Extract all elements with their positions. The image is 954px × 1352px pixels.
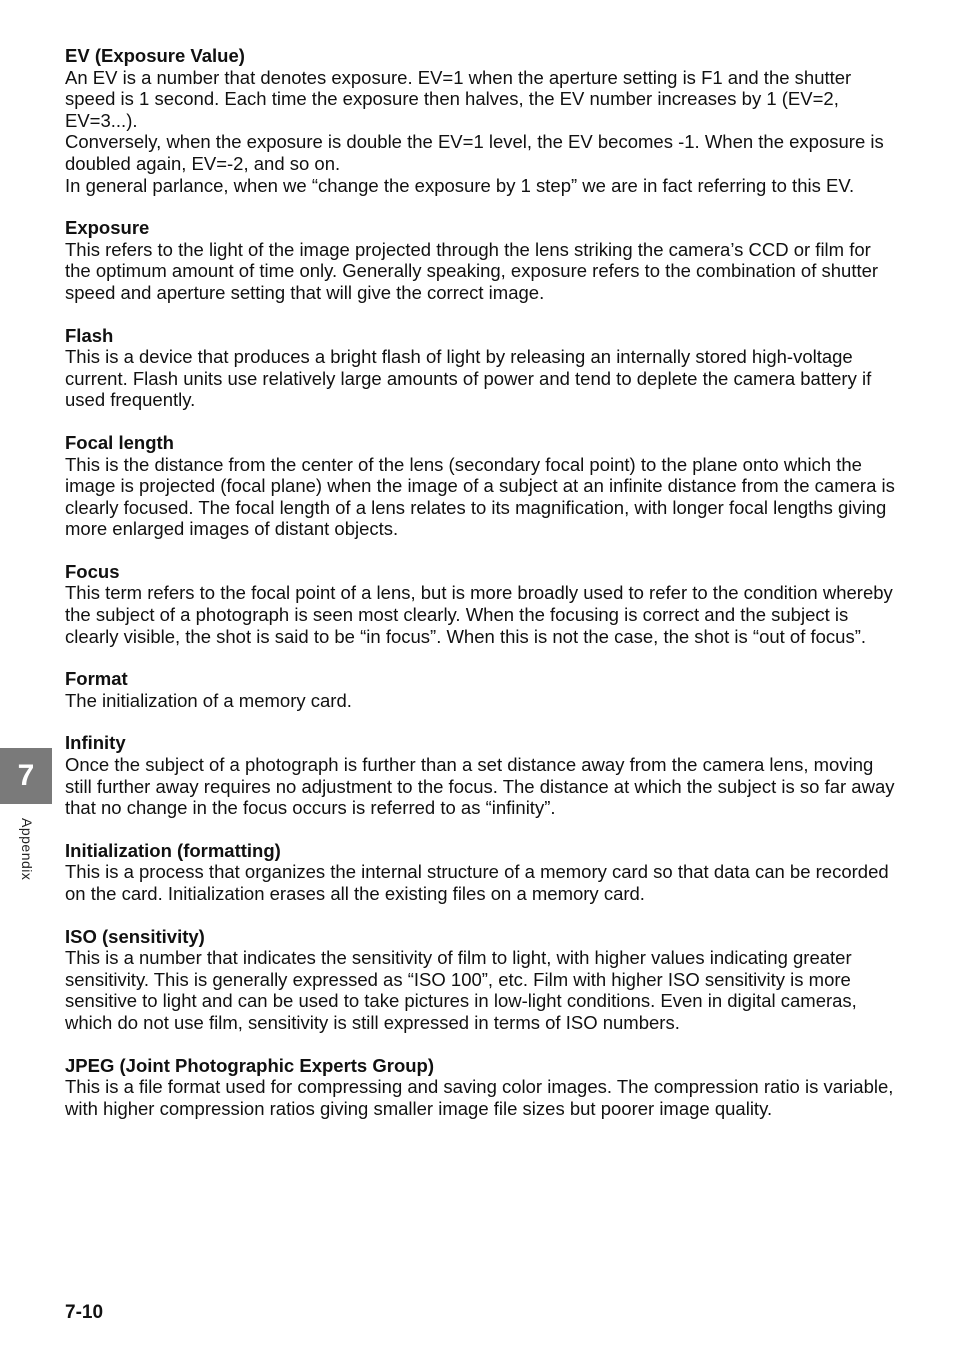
chapter-label: Appendix <box>19 818 35 881</box>
glossary-definition: This refers to the light of the image projected through the lens striking the camera’s CCD or film for the optimum amount of time only. Generally speaking, exposure refers to the combination of shutter speed and aperture setting that will give the correct image. <box>65 238 879 303</box>
glossary-content <box>65 45 895 1140</box>
glossary-term: ISO (sensitivity) <box>65 925 205 947</box>
glossary-entry <box>65 561 895 647</box>
glossary-definition: This is a device that produces a bright flash of light by releasing an internally stored high-voltage current. Flash units use relatively large amounts of power and tend to deplete the camera battery if used frequently. <box>65 346 872 411</box>
glossary-term: Format <box>65 668 128 690</box>
glossary-definition: This term refers to the focal point of a lens, but is more broadly used to refer to the condition whereby the subject of a photograph is seen most clearly. When the focusing is correct and the subject is clearly visible, the shot is said to be “in focus”. When this is not the case, the shot is “out of focus”. <box>65 582 893 647</box>
glossary-term: Focal length <box>65 431 174 453</box>
glossary-term: Initialization (formatting) <box>65 839 281 861</box>
glossary-entry <box>65 45 895 196</box>
glossary-definition: The initialization of a memory card. <box>65 689 352 711</box>
glossary-entry <box>65 732 895 818</box>
glossary-term: Flash <box>65 324 114 346</box>
glossary-definition: An EV is a number that denotes exposure. EV=1 when the aperture setting is F1 and the shutter speed is 1 second. Each time the exposure then halves, the EV number increases by 1 (EV=2, EV=3...). <box>65 66 852 131</box>
glossary-definition: Conversely, when the exposure is double the EV=1 level, the EV becomes -1. When the exposure is doubled again, EV=-2, and so on. <box>65 131 884 174</box>
glossary-entry <box>65 668 895 711</box>
glossary-term: JPEG (Joint Photographic Experts Group) <box>65 1054 435 1076</box>
glossary-definition: This is a process that organizes the internal structure of a memory card so that data can be recorded on the card. Initialization erases all the existing files on a memory card. <box>65 861 889 904</box>
glossary-definition: This is a file format used for compressing and saving color images. The compression ratio is variable, with higher compression ratios giving smaller image file sizes but poorer image quality. <box>65 1076 894 1119</box>
glossary-entry <box>65 217 895 303</box>
glossary-entry <box>65 432 895 540</box>
chapter-number-tab: 7 <box>0 748 52 804</box>
glossary-entry <box>65 840 895 905</box>
glossary-definition: This is the distance from the center of the lens (secondary focal point) to the plane onto which the image is projected (focal plane) when the image of a subject at an infinite distance from the camera is clearly focused. The focal length of a lens relates to its magnification, with longer focal lengths giving more enlarged images of distant objects. <box>65 453 895 540</box>
glossary-definition: In general parlance, when we “change the exposure by 1 step” we are in fact referring to this EV. <box>65 174 855 196</box>
glossary-term: Infinity <box>65 732 126 754</box>
glossary-definition: This is a number that indicates the sensitivity of film to light, with higher values indicating greater sensitivity. This is generally expressed as “ISO 100”, etc. Film with higher ISO sensitivity is more sensitive to light and can be used to take pictures in low-light conditions. Even in digital cameras, which do not use film, sensitivity is still expressed in terms of ISO numbers. <box>65 947 857 1033</box>
glossary-term: Focus <box>65 560 120 582</box>
glossary-definition: Once the subject of a photograph is further than a set distance away from the camera lens, moving still further away requires no adjustment to the focus. The distance at which the subject is so far away that no change in the focus occurs is referred to as “infinity”. <box>65 754 895 819</box>
glossary-entry <box>65 1055 895 1120</box>
page-number: 7-10 <box>65 1302 104 1323</box>
glossary-entry <box>65 926 895 1034</box>
glossary-entry <box>65 325 895 411</box>
glossary-term: EV (Exposure Value) <box>65 45 245 66</box>
glossary-term: Exposure <box>65 217 150 239</box>
